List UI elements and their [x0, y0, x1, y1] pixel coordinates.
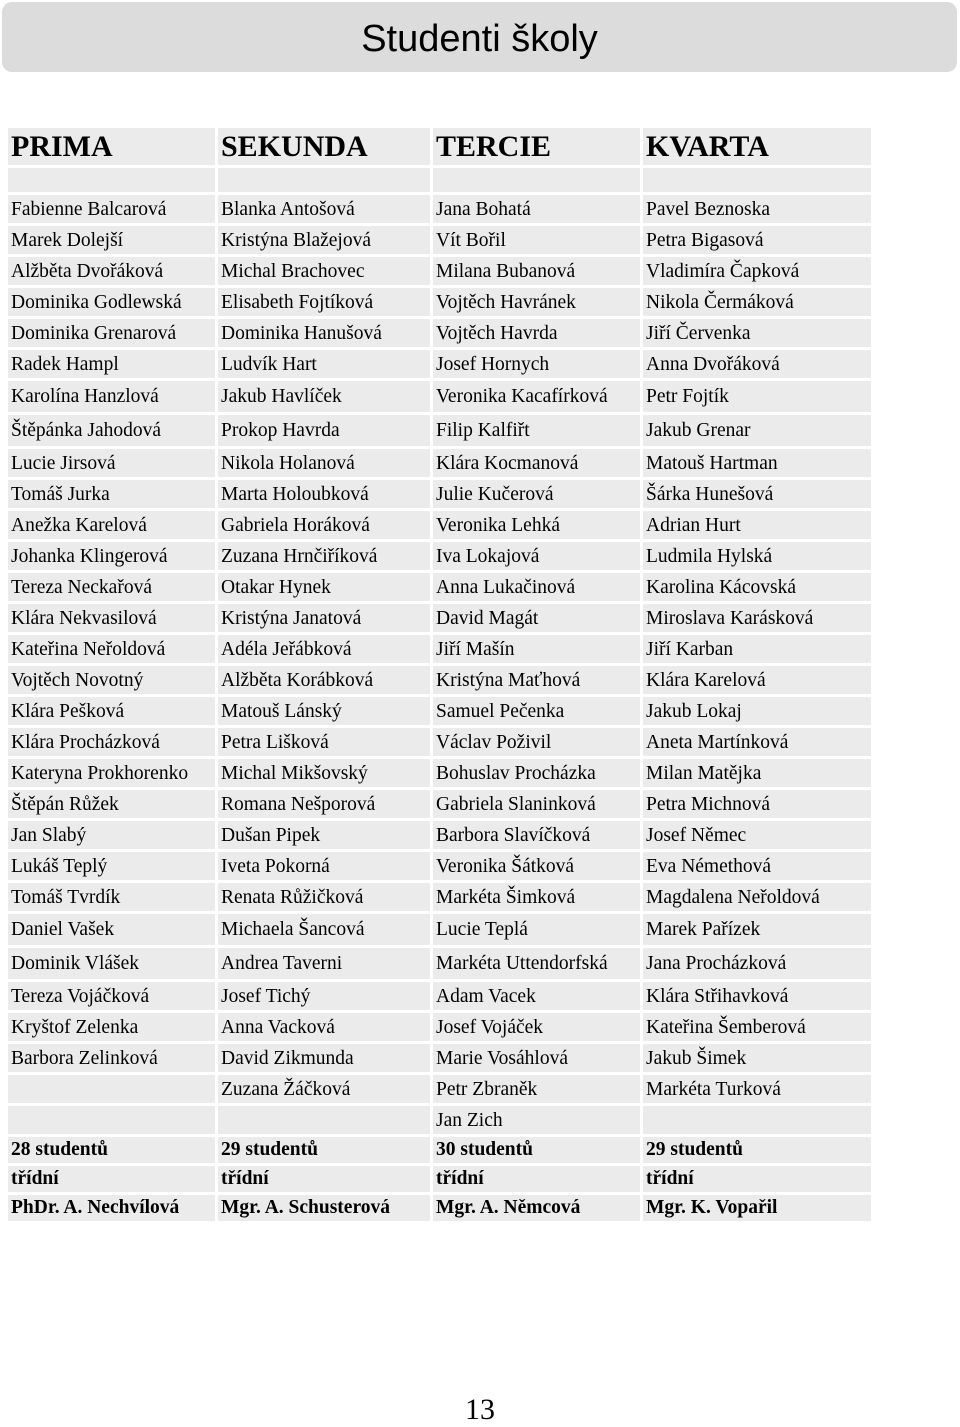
student-name-cell: Miroslava Karásková — [643, 604, 871, 632]
student-row — [8, 480, 871, 508]
student-row — [8, 759, 871, 787]
student-name-cell: Ludvík Hart — [218, 350, 430, 378]
student-name-cell: Ludmila Hylská — [643, 542, 871, 570]
student-name-cell: Gabriela Horáková — [218, 511, 430, 539]
student-row — [8, 573, 871, 601]
column-header-prima: PRIMA — [8, 128, 215, 165]
student-name-cell: Tereza Vojáčková — [8, 982, 215, 1010]
student-name-cell: Josef Tichý — [218, 982, 430, 1010]
student-name-cell: Kateřina Šemberová — [643, 1013, 871, 1041]
student-name-cell: Kryštof Zelenka — [8, 1013, 215, 1041]
student-name-cell: Pavel Beznoska — [643, 195, 871, 223]
student-row — [8, 195, 871, 223]
student-name-cell: Lucie Teplá — [433, 914, 640, 945]
student-name-cell: Jiří Mašín — [433, 635, 640, 663]
student-name-cell: Michaela Šancová — [218, 914, 430, 945]
student-row — [8, 288, 871, 316]
student-name-cell: David Zikmunda — [218, 1044, 430, 1072]
student-name-cell: Gabriela Slaninková — [433, 790, 640, 818]
student-name-cell: Matouš Lánský — [218, 697, 430, 725]
student-name-cell: Veronika Šátková — [433, 852, 640, 880]
student-name-cell: Nikola Čermáková — [643, 288, 871, 316]
student-name-cell: Blanka Antošová — [218, 195, 430, 223]
student-name-cell: Iveta Pokorná — [218, 852, 430, 880]
column-header-kvarta: KVARTA — [643, 128, 871, 165]
class-teacher-name-cell: PhDr. A. Nechvílová — [8, 1195, 215, 1221]
student-name-cell: Johanka Klingerová — [8, 542, 215, 570]
student-name-cell: Jakub Šimek — [643, 1044, 871, 1072]
student-row — [8, 449, 871, 477]
student-name-cell: Daniel Vašek — [8, 914, 215, 945]
student-name-cell: Milana Bubanová — [433, 257, 640, 285]
student-name-cell: Petra Lišková — [218, 728, 430, 756]
student-name-cell: Matouš Hartman — [643, 449, 871, 477]
student-row — [8, 604, 871, 632]
column-header-tercie: TERCIE — [433, 128, 640, 165]
class-teacher-label-cell: třídní — [643, 1166, 871, 1192]
student-name-cell: Eva Némethová — [643, 852, 871, 880]
student-name-cell: Julie Kučerová — [433, 480, 640, 508]
page-title: Studenti školy — [361, 18, 598, 60]
student-name-cell: Petra Bigasová — [643, 226, 871, 254]
student-name-cell: Adam Vacek — [433, 982, 640, 1010]
student-name-cell: Klára Nekvasilová — [8, 604, 215, 632]
student-name-cell: Kristýna Blažejová — [218, 226, 430, 254]
student-name-cell: Vít Bořil — [433, 226, 640, 254]
spacer-cell — [218, 168, 430, 192]
student-row — [8, 948, 871, 979]
student-name-cell: Veronika Lehká — [433, 511, 640, 539]
class-teacher-label-cell: třídní — [433, 1166, 640, 1192]
student-name-cell: Jana Procházková — [643, 948, 871, 979]
student-name-cell: Bohuslav Procházka — [433, 759, 640, 787]
class-teacher-label-cell: třídní — [8, 1166, 215, 1192]
student-row — [8, 666, 871, 694]
student-row — [8, 852, 871, 880]
student-name-cell: Elisabeth Fojtíková — [218, 288, 430, 316]
student-name-cell: Karolína Hanzlová — [8, 381, 215, 412]
student-name-cell: Otakar Hynek — [218, 573, 430, 601]
student-name-cell: Marta Holoubková — [218, 480, 430, 508]
student-name-cell: Romana Nešporová — [218, 790, 430, 818]
student-name-cell: Barbora Zelinková — [8, 1044, 215, 1072]
student-name-cell: Vojtěch Havránek — [433, 288, 640, 316]
student-row — [8, 542, 871, 570]
student-name-cell: Vladimíra Čapková — [643, 257, 871, 285]
student-name-cell: Kristýna Janatová — [218, 604, 430, 632]
spacer-cell — [433, 168, 640, 192]
student-name-cell: Aneta Martínková — [643, 728, 871, 756]
student-row — [8, 257, 871, 285]
student-name-cell: Fabienne Balcarová — [8, 195, 215, 223]
student-count-cell: 30 studentů — [433, 1137, 640, 1163]
student-name-cell: Tereza Neckařová — [8, 573, 215, 601]
student-name-cell: Jiří Karban — [643, 635, 871, 663]
student-count-cell: 28 studentů — [8, 1137, 215, 1163]
student-count-cell: 29 studentů — [218, 1137, 430, 1163]
student-name-cell: Veronika Kacafírková — [433, 381, 640, 412]
spacer-row — [8, 168, 871, 192]
student-name-cell: Petr Fojtík — [643, 381, 871, 412]
student-name-cell: Lukáš Teplý — [8, 852, 215, 880]
student-row — [8, 982, 871, 1010]
student-name-cell: Michal Mikšovský — [218, 759, 430, 787]
student-name-cell: Klára Pešková — [8, 697, 215, 725]
student-name-cell: Kateřina Neřoldová — [8, 635, 215, 663]
student-name-cell: Adrian Hurt — [643, 511, 871, 539]
footer-row-counts — [8, 1137, 871, 1163]
student-row — [8, 697, 871, 725]
student-row — [8, 790, 871, 818]
student-name-cell: Jan Zich — [433, 1106, 640, 1134]
student-name-cell: Jakub Grenar — [643, 415, 871, 446]
student-name-cell: Marek Pařízek — [643, 914, 871, 945]
student-row — [8, 883, 871, 911]
student-name-cell: Anna Lukačinová — [433, 573, 640, 601]
student-name-cell: Jakub Lokaj — [643, 697, 871, 725]
student-row — [8, 635, 871, 663]
student-name-cell: Josef Hornych — [433, 350, 640, 378]
student-name-cell: Jiří Červenka — [643, 319, 871, 347]
student-name-cell: Kateryna Prokhorenko — [8, 759, 215, 787]
student-name-cell: Josef Němec — [643, 821, 871, 849]
student-row — [8, 1013, 871, 1041]
student-name-cell: Jan Slabý — [8, 821, 215, 849]
student-name-cell: Anna Vacková — [218, 1013, 430, 1041]
student-name-cell: Anežka Karelová — [8, 511, 215, 539]
student-row — [8, 914, 871, 945]
student-name-cell: Jana Bohatá — [433, 195, 640, 223]
footer-row-teachers — [8, 1195, 871, 1221]
student-name-cell: Nikola Holanová — [218, 449, 430, 477]
student-name-cell: Dominik Vlášek — [8, 948, 215, 979]
column-header-sekunda: SEKUNDA — [218, 128, 430, 165]
student-name-cell: Štěpán Růžek — [8, 790, 215, 818]
student-count-cell: 29 studentů — [643, 1137, 871, 1163]
student-row — [8, 226, 871, 254]
student-row — [8, 1106, 871, 1134]
student-name-cell: Markéta Turková — [643, 1075, 871, 1103]
student-name-cell: Karolina Kácovská — [643, 573, 871, 601]
student-name-cell: Klára Karelová — [643, 666, 871, 694]
class-teacher-label-cell: třídní — [218, 1166, 430, 1192]
student-row — [8, 319, 871, 347]
student-name-cell: Markéta Šimková — [433, 883, 640, 911]
student-name-cell: Samuel Pečenka — [433, 697, 640, 725]
student-name-cell: Vojtěch Havrda — [433, 319, 640, 347]
students-table — [5, 125, 874, 1224]
student-row — [8, 1044, 871, 1072]
student-name-cell: Dominika Godlewská — [8, 288, 215, 316]
student-name-cell: Tomáš Jurka — [8, 480, 215, 508]
student-row — [8, 381, 871, 412]
student-name-cell — [8, 1106, 215, 1134]
student-name-cell: Marek Dolejší — [8, 226, 215, 254]
student-name-cell — [643, 1106, 871, 1134]
student-name-cell: Filip Kalfiřt — [433, 415, 640, 446]
student-name-cell: Iva Lokajová — [433, 542, 640, 570]
student-name-cell: Renata Růžičková — [218, 883, 430, 911]
student-name-cell: Andrea Taverni — [218, 948, 430, 979]
student-name-cell: Kristýna Maťhová — [433, 666, 640, 694]
class-teacher-name-cell: Mgr. A. Němcová — [433, 1195, 640, 1221]
page-number: 13 — [465, 1393, 495, 1426]
student-row — [8, 511, 871, 539]
student-name-cell: Magdalena Neřoldová — [643, 883, 871, 911]
footer-row-role — [8, 1166, 871, 1192]
student-name-cell — [218, 1106, 430, 1134]
spacer-cell — [643, 168, 871, 192]
student-row — [8, 350, 871, 378]
student-name-cell: Tomáš Tvrdík — [8, 883, 215, 911]
student-name-cell: Dominika Hanušová — [218, 319, 430, 347]
student-name-cell: Petra Michnová — [643, 790, 871, 818]
student-row — [8, 728, 871, 756]
student-name-cell: Dušan Pipek — [218, 821, 430, 849]
student-name-cell: Klára Procházková — [8, 728, 215, 756]
class-teacher-name-cell: Mgr. A. Schusterová — [218, 1195, 430, 1221]
student-name-cell: Petr Zbraněk — [433, 1075, 640, 1103]
student-name-cell: Dominika Grenarová — [8, 319, 215, 347]
class-header-row — [8, 128, 871, 165]
student-name-cell: Jakub Havlíček — [218, 381, 430, 412]
student-row — [8, 1075, 871, 1103]
student-name-cell: Zuzana Hrnčiříková — [218, 542, 430, 570]
student-name-cell: Štěpánka Jahodová — [8, 415, 215, 446]
student-name-cell: Radek Hampl — [8, 350, 215, 378]
student-name-cell: Michal Brachovec — [218, 257, 430, 285]
title-banner — [2, 2, 957, 72]
spacer-cell — [8, 168, 215, 192]
student-name-cell: Milan Matějka — [643, 759, 871, 787]
student-row — [8, 415, 871, 446]
student-name-cell: Klára Střihavková — [643, 982, 871, 1010]
student-name-cell: Alžběta Korábková — [218, 666, 430, 694]
student-name-cell: Marie Vosáhlová — [433, 1044, 640, 1072]
student-name-cell: Barbora Slavíčková — [433, 821, 640, 849]
student-row — [8, 821, 871, 849]
student-name-cell: Josef Vojáček — [433, 1013, 640, 1041]
student-name-cell: Adéla Jeřábková — [218, 635, 430, 663]
student-name-cell: Alžběta Dvořáková — [8, 257, 215, 285]
class-teacher-name-cell: Mgr. K. Vopařil — [643, 1195, 871, 1221]
student-name-cell: David Magát — [433, 604, 640, 632]
student-name-cell: Václav Poživil — [433, 728, 640, 756]
student-name-cell: Markéta Uttendorfská — [433, 948, 640, 979]
student-name-cell: Anna Dvořáková — [643, 350, 871, 378]
student-name-cell: Šárka Hunešová — [643, 480, 871, 508]
student-name-cell: Vojtěch Novotný — [8, 666, 215, 694]
student-name-cell: Lucie Jirsová — [8, 449, 215, 477]
student-name-cell — [8, 1075, 215, 1103]
student-name-cell: Prokop Havrda — [218, 415, 430, 446]
student-name-cell: Klára Kocmanová — [433, 449, 640, 477]
student-name-cell: Zuzana Žáčková — [218, 1075, 430, 1103]
